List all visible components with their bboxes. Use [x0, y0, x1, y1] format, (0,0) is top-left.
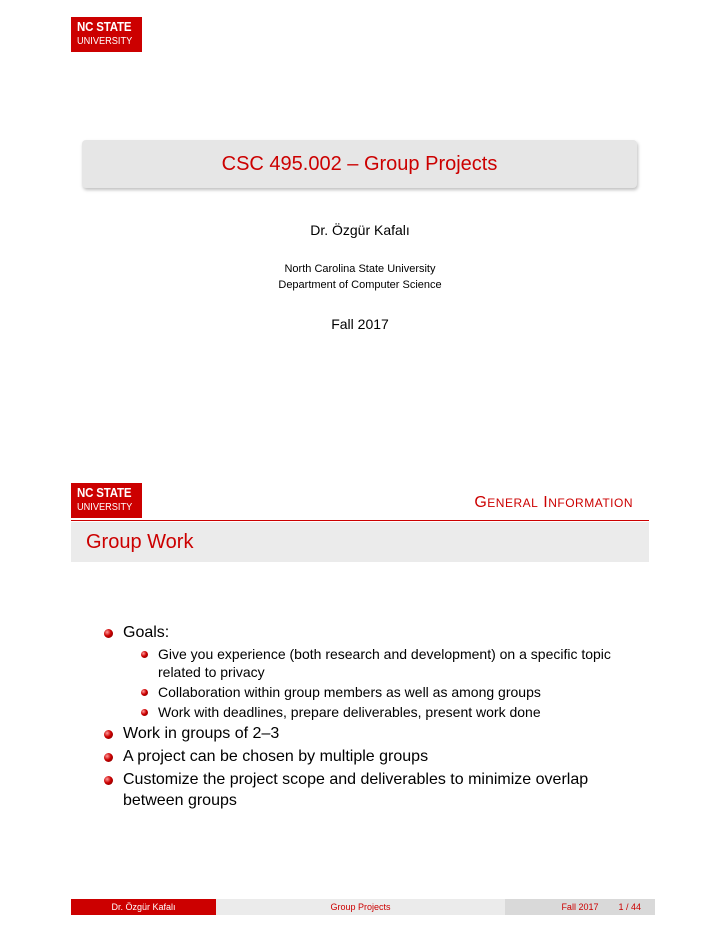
bullet-text: Goals:	[123, 624, 170, 641]
bullet-ball-icon	[141, 709, 148, 716]
section-heading	[474, 494, 633, 512]
frame-title: Group Work	[86, 531, 194, 553]
institution-line1: North Carolina State University	[284, 263, 436, 275]
footer-title: Group Projects	[216, 899, 505, 915]
author: Dr. Özgür Kafalı	[310, 222, 410, 238]
footer-date-page	[505, 899, 655, 915]
list-item	[104, 622, 644, 721]
logo-line2: UNIVERSITY	[77, 35, 133, 47]
bullet-text: Work in groups of 2–3	[123, 725, 280, 742]
sub-bullet-list	[123, 645, 644, 721]
section-heading-initial-2: I	[543, 494, 549, 511]
sub-list-item	[139, 683, 644, 701]
presentation-title-box	[82, 140, 637, 188]
section-heading-initial-1: G	[474, 494, 488, 511]
section-heading-rest-1: ENERAL	[487, 496, 539, 510]
bullet-ball-icon	[141, 651, 148, 658]
sub-bullet-text: Work with deadlines, prepare deliverables, present work done	[158, 704, 541, 720]
bullet-ball-icon	[104, 730, 113, 739]
list-item	[104, 746, 644, 767]
ncstate-logo	[71, 17, 142, 52]
bullet-text: A project can be chosen by multiple groups	[123, 748, 429, 765]
bullet-ball-icon	[104, 753, 113, 762]
logo-line2: UNIVERSITY	[77, 501, 133, 513]
bullet-ball-icon	[141, 689, 148, 696]
bullet-list	[104, 622, 644, 813]
logo-line1: NC STATE	[77, 20, 132, 34]
sub-bullet-text: Collaboration within group members as well as among groups	[158, 684, 541, 700]
institution-line2: Department of Computer Science	[278, 279, 442, 291]
ncstate-logo-slide2	[71, 483, 142, 518]
list-item	[104, 723, 644, 744]
header-divider	[71, 520, 649, 521]
sub-bullet-text: Give you experience (both research and development) on a specific topic related to privacy	[158, 646, 611, 680]
date: Fall 2017	[331, 316, 389, 332]
bullet-ball-icon	[104, 776, 113, 785]
footer-date: Fall 2017	[561, 902, 599, 912]
section-heading-rest-2: NFORMATION	[548, 496, 633, 510]
footer-bar	[71, 899, 655, 915]
bullet-text: Customize the project scope and deliverables to minimize overlap between groups	[123, 771, 589, 809]
sub-list-item	[139, 703, 644, 721]
sub-list-item	[139, 645, 644, 681]
list-item	[104, 769, 644, 811]
bullet-ball-icon	[104, 629, 113, 638]
page-number: 1 / 44	[618, 902, 641, 912]
footer-author: Dr. Özgür Kafalı	[71, 899, 216, 915]
logo-line1: NC STATE	[77, 486, 132, 500]
presentation-title: CSC 495.002 – Group Projects	[221, 152, 498, 175]
